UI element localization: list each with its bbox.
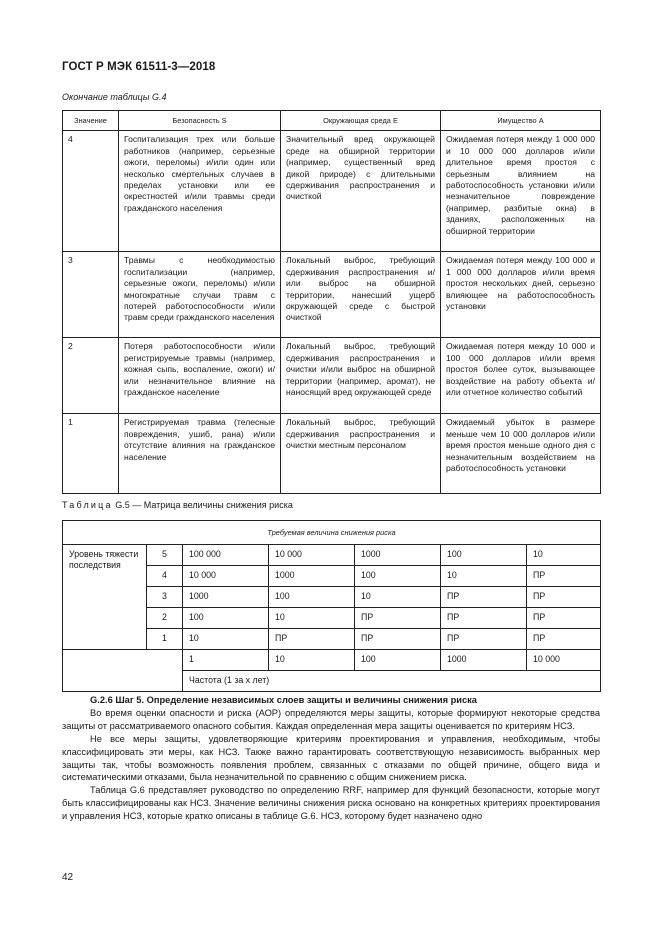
cell-environment: Локальный выброс, требующий сдерживания распространения и/или выброс на обширной территории, нанесший ущерб окружающей среде с быстрой очисткой — [281, 252, 441, 338]
matrix-cell: 1000 — [183, 587, 269, 608]
matrix-cell: ПР — [355, 608, 441, 629]
table-g5-caption-text: G.5 — Матрица величины снижения риска — [115, 500, 293, 510]
paragraph: Таблица G.6 представляет руководство по определению RRF, например для функций безопасности, которые могут быть классифицированы как НСЗ. Значение величины снижения риска основано на конкретных критериях проектирования и управления НСЗ, которые кратко описаны в таблице G.6. НСЗ, которому будет назначено одно — [62, 785, 600, 822]
column-header-safety: Безопасность S — [119, 111, 281, 131]
severity-level: 4 — [147, 566, 183, 587]
matrix-cell: 1000 — [269, 566, 355, 587]
frequency-value: 100 — [355, 650, 441, 671]
matrix-cell: ПР — [441, 608, 527, 629]
cell-value: 2 — [63, 338, 119, 414]
table-row — [63, 338, 601, 414]
matrix-cell: 100 — [269, 587, 355, 608]
cell-safety: Регистрируемая травма (телесные повреждения, ушиб, рана) и/или отсутствие влияния на гражданское население — [119, 414, 281, 494]
matrix-cell: ПР — [527, 566, 601, 587]
severity-level: 2 — [147, 608, 183, 629]
matrix-cell: 100 — [183, 608, 269, 629]
matrix-cell: ПР — [269, 629, 355, 650]
matrix-cell: 100 000 — [183, 545, 269, 566]
severity-level: 3 — [147, 587, 183, 608]
matrix-cell: 10 — [355, 587, 441, 608]
matrix-cell: ПР — [527, 608, 601, 629]
page-number: 42 — [62, 872, 74, 883]
frequency-values-row — [63, 650, 601, 671]
cell-safety: Травмы с необходимостью госпитализации (например, серьезные ожоги, переломы) и/или многократные случаи травм с потерей работоспособности и/или травм среди гражданского населения — [119, 252, 281, 338]
matrix-cell: 10 000 — [183, 566, 269, 587]
matrix-cell: 10 000 — [269, 545, 355, 566]
frequency-value: 10 — [269, 650, 355, 671]
paragraph: Во время оценки опасности и риска (АОР) определяются меры защиты, которые формируют некоторые средства защиты от рассматриваемого опасного события. Каждая определенная мера защиты оценивается по критериям НСЗ. — [62, 707, 600, 731]
table-g4-caption: Окончание таблицы G.4 — [62, 92, 167, 102]
cell-safety: Госпитализация трех или больше работников (например, серьезные ожоги, переломы) и/или один или несколько смертельных случаев в пределах установки или ее окрестностей и/или травмы среди гражданского населения — [119, 131, 281, 252]
frequency-value: 1000 — [441, 650, 527, 671]
table-g5-caption-prefix: Таблица — [62, 500, 113, 510]
frequency-value: 10 000 — [527, 650, 601, 671]
cell-property: Ожидаемый убыток в размере меньше чем 10 000 долларов и/или время простоя меньше одного дня с незначительным воздействием на работоспособность установки — [441, 414, 601, 494]
matrix-cell: 10 — [183, 629, 269, 650]
cell-environment: Значительный вред окружающей среде на обширной территории (например, существенный вред дикой природе) с длительными сдерживания распространения и очисткой — [281, 131, 441, 252]
section-g-2-6 — [62, 694, 600, 823]
table-g5-header: Требуемая величина снижения риска — [63, 521, 601, 545]
table-g4 — [62, 110, 601, 494]
cell-value: 3 — [63, 252, 119, 338]
document-header: ГОСТ Р МЭК 61511-3—2018 — [62, 61, 216, 73]
matrix-cell: ПР — [527, 587, 601, 608]
table-g5-header-row — [63, 521, 601, 545]
matrix-cell: 100 — [441, 545, 527, 566]
table-row — [63, 545, 601, 566]
matrix-cell: ПР — [527, 629, 601, 650]
matrix-cell: 100 — [355, 566, 441, 587]
frequency-label: Частота (1 за x лет) — [183, 671, 601, 692]
table-g4-header-row — [63, 111, 601, 131]
paragraph: Не все меры защиты, удовлетворяющие критериям проектирования и управления, необходимым, чтобы классифицировать эти меры, как НСЗ. Также важно гарантировать соответствующую независимость выбранных мер защиты так, чтобы возможность появления проблем, связанных с отказами по общей причине, общего вида и систематическими отказами, была незначительной по сравнению с общим снижением риска. — [62, 733, 600, 783]
matrix-cell: 10 — [269, 608, 355, 629]
severity-level: 5 — [147, 545, 183, 566]
matrix-cell: ПР — [441, 629, 527, 650]
cell-environment: Локальный выброс, требующий сдерживания распространения и очистки местным персоналом — [281, 414, 441, 494]
cell-value: 4 — [63, 131, 119, 252]
matrix-cell: ПР — [355, 629, 441, 650]
column-header-property: Имущество A — [441, 111, 601, 131]
severity-label: Уровень тяжести последствия — [63, 545, 147, 650]
matrix-cell: 10 — [527, 545, 601, 566]
table-g5 — [62, 520, 601, 692]
table-row — [63, 252, 601, 338]
table-row — [63, 414, 601, 494]
matrix-cell: ПР — [441, 587, 527, 608]
matrix-cell: 10 — [441, 566, 527, 587]
cell-value: 1 — [63, 414, 119, 494]
cell-property: Ожидаемая потеря между 10 000 и 100 000 долларов и/или время простоя более суток, вызывающее воздействие на работу объекта и/или отчетное количество событий — [441, 338, 601, 414]
severity-level: 1 — [147, 629, 183, 650]
column-header-value: Значение — [63, 111, 119, 131]
column-header-environment: Окружающая среда E — [281, 111, 441, 131]
table-g5-caption — [62, 500, 293, 510]
section-title: G.2.6 Шаг 5. Определение независимых слоев защиты и величины снижения риска — [90, 695, 477, 705]
matrix-cell: 1000 — [355, 545, 441, 566]
cell-property: Ожидаемая потеря между 100 000 и 1 000 000 долларов и/или время простоя нескольких дней, серьезно влияющее на работоспособность установки — [441, 252, 601, 338]
cell-environment: Локальный выброс, требующий сдерживания распространения и очистки и/или выброс на обширной территории (например, аромат), не наносящий вред окружающей среде — [281, 338, 441, 414]
empty-corner-cell — [63, 650, 183, 692]
cell-property: Ожидаемая потеря между 1 000 000 и 10 000 000 долларов и/или длительное время простоя с серьезным влиянием на работоспособность установки и/или незначительное повреждение (например, разбитые окна) в зданиях, расположенных на обширной территории — [441, 131, 601, 252]
table-row — [63, 131, 601, 252]
frequency-value: 1 — [183, 650, 269, 671]
cell-safety: Потеря работоспособности и/или регистрируемые травмы (например, кожная сыпь, воспаление, ожоги) и/или незначительное влияние на гражданское население — [119, 338, 281, 414]
